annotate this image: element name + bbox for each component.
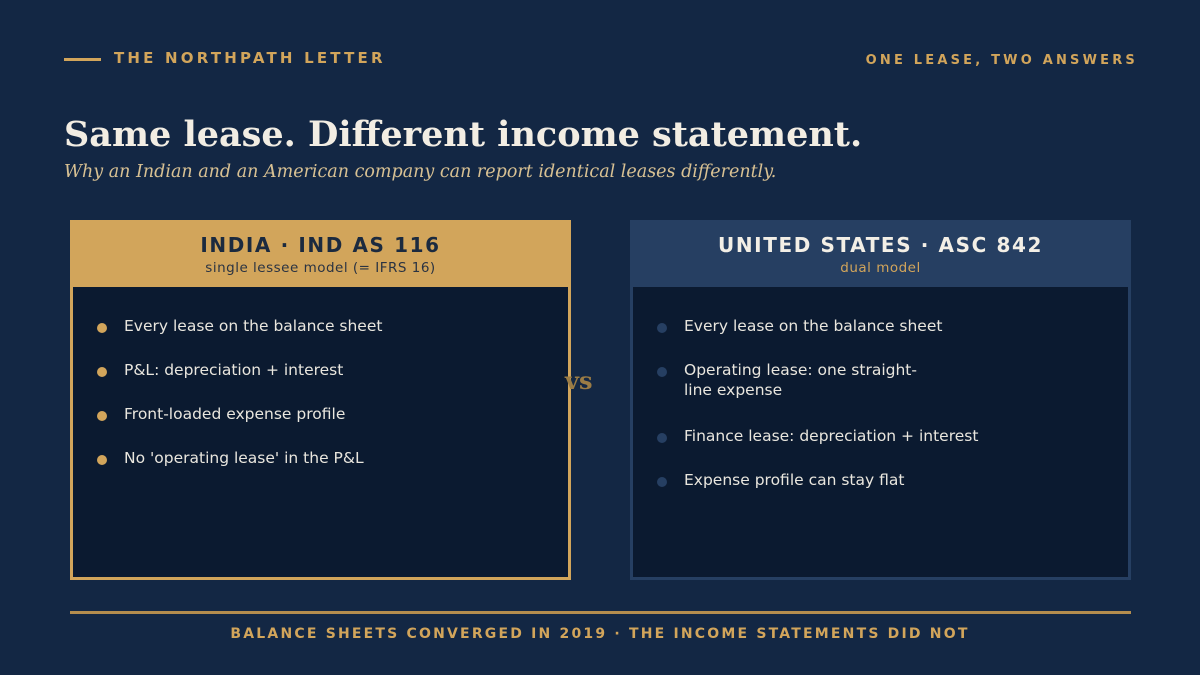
brand-rule bbox=[64, 58, 101, 61]
kicker-label: ONE LEASE, TWO ANSWERS bbox=[865, 53, 1138, 68]
list-item-text: No 'operating lease' in the P&L bbox=[124, 449, 364, 467]
page-subtitle: Why an Indian and an American company can report identical leases differently. bbox=[64, 162, 777, 182]
bullet-dot-icon bbox=[97, 367, 107, 377]
bullet-dot-icon bbox=[657, 477, 667, 487]
india-panel bbox=[70, 220, 571, 580]
list-item-text: Operating lease: one straight-line expense bbox=[684, 361, 917, 399]
versus-label: vs bbox=[565, 366, 593, 395]
list-item-text: Expense profile can stay flat bbox=[684, 471, 905, 489]
list-item-text: Front-loaded expense profile bbox=[124, 405, 346, 423]
bullet-dot-icon bbox=[657, 367, 667, 377]
india-panel-subtitle: single lessee model (= IFRS 16) bbox=[205, 260, 436, 276]
us-panel bbox=[630, 220, 1131, 580]
list-item-text: Every lease on the balance sheet bbox=[124, 317, 383, 335]
footer-rule bbox=[70, 611, 1131, 614]
publication-name: THE NORTHPATH LETTER bbox=[114, 49, 386, 67]
page-title: Same lease. Different income statement. bbox=[64, 114, 863, 155]
india-panel-title: INDIA · IND AS 116 bbox=[200, 233, 441, 257]
list-item-text: P&L: depreciation + interest bbox=[124, 361, 344, 379]
list-item-text: Every lease on the balance sheet bbox=[684, 317, 943, 335]
footer-caption: BALANCE SHEETS CONVERGED IN 2019 · THE INCOME STATEMENTS DID NOT bbox=[230, 626, 970, 642]
us-panel-title: UNITED STATES · ASC 842 bbox=[717, 233, 1043, 257]
bullet-dot-icon bbox=[97, 411, 107, 421]
us-panel-header bbox=[633, 223, 1128, 287]
bullet-dot-icon bbox=[97, 455, 107, 465]
us-panel-subtitle: dual model bbox=[840, 260, 921, 276]
india-panel-header bbox=[73, 223, 568, 287]
bullet-dot-icon bbox=[657, 433, 667, 443]
bullet-dot-icon bbox=[657, 323, 667, 333]
list-item-text: Finance lease: depreciation + interest bbox=[684, 427, 979, 445]
bullet-dot-icon bbox=[97, 323, 107, 333]
